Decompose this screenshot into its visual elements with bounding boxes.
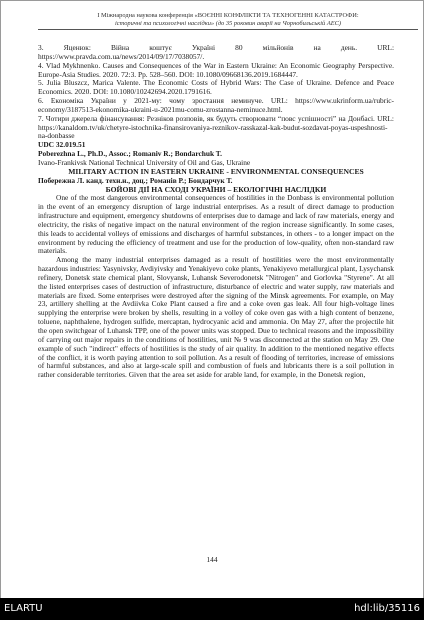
authors-en: Poberezhna L., Ph.D., Assoc.; Romaniv R.; Bondarchuk T. [38, 149, 223, 159]
reference-item: 6. Економіка України у 2021-му: чому зростання неминуче. URL: https://www.ukrinform.ua/rubric-economy/3187513-ekonomika-ukraini-u-2021mu-comu-zrostanna-neminuce.html. [38, 96, 394, 114]
affiliation: Ivano-Frankivsk National Technical University of Oil and Gas, Ukraine [38, 157, 251, 167]
article-body [38, 194, 394, 380]
body-paragraph: Among the many industrial enterprises damaged as a result of hostilities were the most environmentally hazardous industries: Yasynivsky, Avdiyivsky and Yenakiyevo coke plants, Yenakiyevo metallurgical plant, Lysychansk refinery, Donetsk state chemical plant, Slovyansk, Luhansk Severodonetsk "Nitrogen" and Gorlovka "Styrene". At all the listed enterprises cases of destruction of infrastructure, disturbance of electric and water supply, raw materials and materials are fixed. Some enterprises were destroyed after the signing of the Minsk agreements. For example, on May 23, artillery shelling at the Avdiivka Coke Plant caused a fire and a coke oven gas leak. All four high-voltage lines supplying the enterprise were broken by shells, resulting in a volley of coke oven gas with a high content of benzene, toluene, naphthalene, hydrogen sulfide, mercaptan, hydrocyanic acid and ammonia. On May 27, after the projectile hit the open switchgear of Luhansk TPP, one of the power units was stopped. Due to technical reasons and the impossibility of carrying out major repairs in the conditions of hostilities, unit № 9 was disconnected at the station on May 29. One example of such "indirect" effects of hostilities is the study of air quality. In addition to the mentioned negative effects of the conflict, it is worth paying attention to soil pollution. As a result of flooding of territories, increase of emissions of harmful substances, and also at large-scale spill and combustion of fuels and lubricants there is a soil pollution in rather considerable territories. Given that the area set aside for arable land, for example, in the Donetsk region, [38, 255, 394, 380]
reference-item: 4. Vlad Mykhnenko. Causes and Consequences of the War in Eastern Ukraine: An Economic Geography Perspective. Europe-Asia Studies. 2020. 72:3. Pp. 528–560. DOI: 10.1080/09668136.2019.1684447. [38, 60, 394, 79]
conference-header [40, 12, 416, 27]
page-content [38, 44, 394, 380]
body-paragraph: One of the most dangerous environmental consequences of hostilities in the Donbass is environmental pollution in the event of an emergency disruption of large industrial enterprises. As a result of direct damage to production infrastructure and equipment, emergency shutdowns of enterprises due to damage and lack of raw materials, energy and electricity, the risks of negative impact on the natural environment of the region increase significantly. In some cases, this leads to accidental volleys of emissions and discharges of harmful substances, in others - to a longer impact on the environment by reducing the efficiency of treatment and use for the production of low-quality, often non-standard raw materials. [38, 193, 394, 256]
reference-item: 7. Чотири джерела фінансування: Резніков розповів, як будуть створювати “повс успішності” на Донбасі. URL: https://kanaldom.tv/uk/chetyre-istochnika-finansirovaniya-reznikov-rasskazal-kak-budut-sozdavat-poyas-uspeshnosti-na-donbasse [38, 113, 394, 141]
udc-code: UDC 32.019.51 [38, 140, 86, 150]
header-line-1: І Міжнародна наукова конференція «ВОЄННІ КОНФЛІКТИ ТА ТЕХНОГЕННІ КАТАСТРОФИ: [97, 12, 359, 19]
authors-uk: Побережна Л. канд. техн.н., доц.; Романів Р.; Бондарчук Т. [38, 175, 233, 185]
reference-item: 5. Julia Bluszcz, Marica Valente. The Economic Costs of Hybrid Wars: The Case of Ukraine. Defence and Peace Economics. 2020. DOI: 10.1080/10242694.2020.1791616. [38, 78, 394, 97]
header-line-2: історичні та психологічні наслідки» (до 35 роковин аварії на Чорнобильській АЕС) [114, 19, 342, 27]
article-title-en: MILITARY ACTION IN EASTERN UKRAINE - ENVIRONMENTAL CONSEQUENCES [68, 166, 364, 176]
footer-left-label: ELARTU [4, 603, 43, 614]
reference-list [38, 44, 394, 141]
article-title-uk: БОЙОВІ ДІЇ НА СХОДІ УКРАЇНИ – ЕКОЛОГІЧНІ НАСЛІДКИ [105, 184, 327, 194]
repository-footer-bar [0, 598, 424, 620]
footer-right-handle: hdl:lib/35116 [354, 603, 420, 614]
reference-item: 3. Яценюк: Війна коштує Україні 80 мільйонів на день. URL: https://www.pravda.com.ua/news/2014/09/17/7038057/. [38, 43, 394, 61]
page-number: 144 [206, 555, 218, 564]
header-divider [38, 29, 418, 30]
